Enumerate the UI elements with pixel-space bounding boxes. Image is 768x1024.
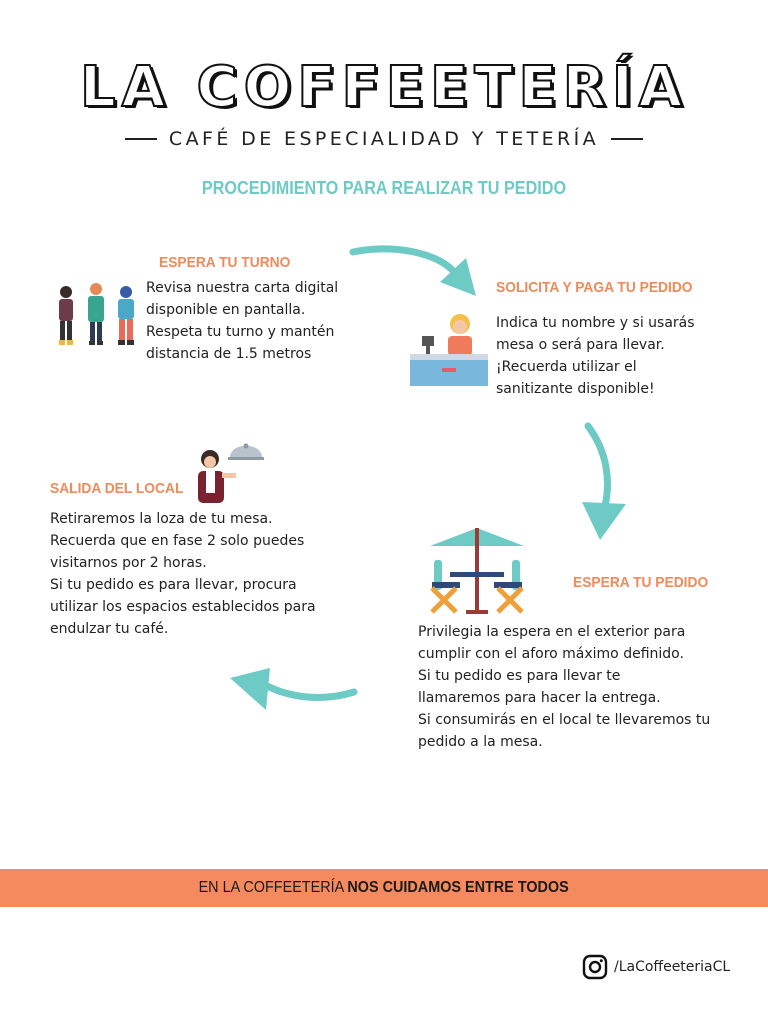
step-3-line: llamaremos para hacer la entrega. (418, 690, 661, 706)
step-4-title: SALIDA DEL LOCAL (50, 480, 184, 497)
waiter-illustration (192, 443, 266, 507)
step-4-line: Si tu pedido es para llevar, procura (50, 577, 297, 593)
step-3-line: pedido a la mesa. (418, 734, 543, 750)
arrow-left-icon (226, 658, 360, 714)
step-3-line: Si consumirás en el local te llevaremos tu (418, 712, 711, 728)
step-1-title: ESPERA TU TURNO (159, 254, 291, 271)
step-2-line: mesa o será para llevar. (496, 337, 665, 353)
step-2-line: sanitizante disponible! (496, 381, 655, 397)
subtitle-rule-right (611, 138, 643, 140)
step-3-title: ESPERA TU PEDIDO (573, 574, 709, 591)
step-4-body (50, 508, 316, 640)
step-2-line: Indica tu nombre y si usarás (496, 315, 695, 331)
banner-text (199, 879, 569, 897)
arrow-right-icon (348, 240, 483, 300)
instagram-icon (582, 954, 608, 980)
social-link[interactable] (582, 954, 730, 980)
cashier-counter-illustration (408, 310, 490, 388)
step-3-line: Si tu pedido es para llevar te (418, 668, 621, 684)
step-2-body (496, 312, 695, 400)
step-2-title: SOLICITA Y PAGA TU PEDIDO (496, 279, 693, 296)
arrow-down-icon (572, 420, 634, 544)
people-queue-illustration (52, 280, 142, 350)
social-handle[interactable]: /LaCoffeeteriaCL (614, 959, 731, 975)
brand-subtitle: CAFÉ DE ESPECIALIDAD Y TETERÍA (168, 128, 600, 150)
brand-title: LA COFFEETERÍA (80, 55, 688, 120)
step-3-body (418, 621, 710, 753)
step-4-line: endulzar tu café. (50, 621, 169, 637)
step-1-line: Revisa nuestra carta digital (146, 280, 339, 296)
step-3-line: cumplir con el aforo máximo definido. (418, 646, 684, 662)
step-3-line: Privilegia la espera en el exterior para (418, 624, 686, 640)
step-4-line: Recuerda que en fase 2 solo puedes (50, 533, 305, 549)
subtitle-rule-left (125, 138, 157, 140)
banner-strong: NOS CUIDAMOS ENTRE TODOS (347, 879, 570, 896)
step-4-line: utilizar los espacios establecidos para (50, 599, 316, 615)
footer-banner (0, 869, 768, 907)
step-1-line: distancia de 1.5 metros (146, 346, 312, 362)
banner-prefix: EN LA COFFEETERÍA (198, 879, 348, 896)
step-1-body (146, 277, 338, 365)
step-4-line: visitarnos por 2 horas. (50, 555, 207, 571)
procedure-heading: PROCEDIMIENTO PARA REALIZAR TU PEDIDO (201, 178, 567, 198)
step-4-line: Retiraremos la loza de tu mesa. (50, 511, 273, 527)
step-2-line: ¡Recuerda utilizar el (496, 359, 637, 375)
step-1-line: Respeta tu turno y mantén (146, 324, 335, 340)
table-umbrella-illustration (426, 524, 528, 616)
brand-subtitle-row (0, 128, 768, 150)
step-1-line: disponible en pantalla. (146, 302, 306, 318)
